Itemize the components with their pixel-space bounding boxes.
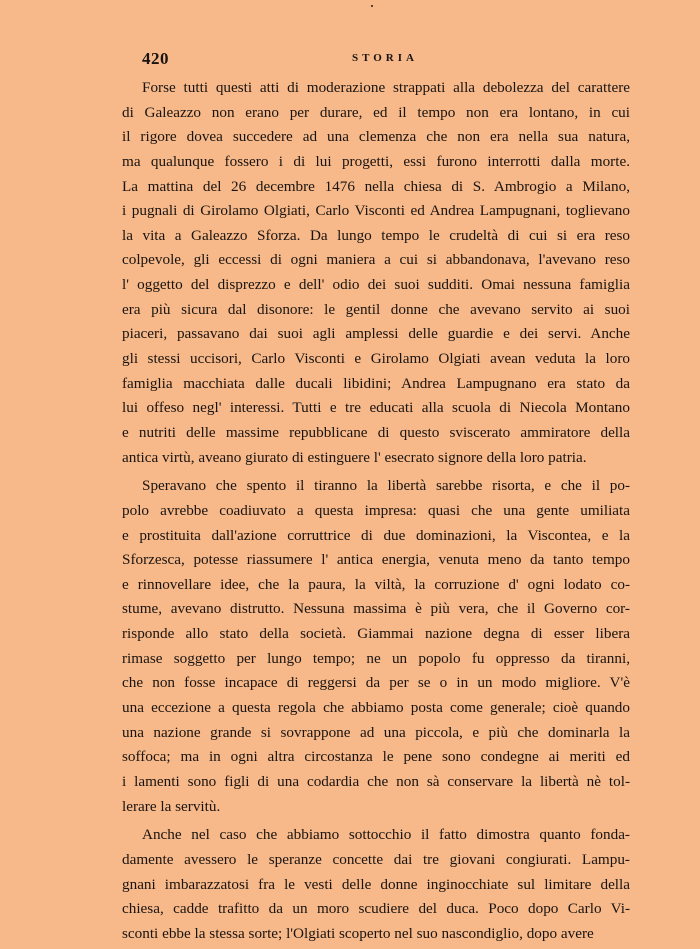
- text-line: soffoca; ma in ogni altra circostanza le pene sono condegne ai meriti ed: [122, 748, 630, 766]
- text-line: una nazione grande si sovrappone ad una piccola, e più che dominarla la: [122, 723, 630, 741]
- text-line: lui offeso negl' interessi. Tutti e tre educati alla scuola di Niecola Montano: [122, 399, 630, 417]
- text-line: ma qualunque fossero i di lui progetti, essi furono interrotti dalla morte.: [122, 152, 630, 170]
- text-line: i pugnali di Girolamo Olgiati, Carlo Visconti ed Andrea Lampugnani, toglievano: [122, 202, 630, 220]
- text-line: polo avrebbe coadiuvato a questa impresa: quasi che una gente umiliata: [122, 501, 630, 519]
- text-line: La mattina del 26 decembre 1476 nella chiesa di S. Ambrogio a Milano,: [122, 177, 630, 195]
- text-line: Forse tutti questi atti di moderazione strappati alla debolezza del carattere: [142, 79, 630, 96]
- running-title: STORIA: [352, 52, 418, 64]
- text-line: la vita a Galeazzo Sforza. Da lungo tempo le crudeltà di cui si era reso: [122, 226, 630, 244]
- text-line: risponde allo stato della società. Giammai nazione degna di esser libera: [122, 625, 630, 643]
- ink-speck: [371, 5, 373, 7]
- text-line: che non fosse incapace di reggersi da per se o in un modo migliore. V'è: [122, 674, 630, 692]
- text-line: lerare la servitù.: [122, 797, 221, 815]
- page-number: 420: [142, 49, 169, 68]
- text-line: e nutriti delle massime repubblicane di questo sviscerato ammiratore della: [122, 423, 630, 441]
- text-line: antica virtù, aveano giurato di estinguere l' esecrato signore della loro patria.: [122, 448, 587, 466]
- text-line: famiglia macchiata dalle ducali libidini; Andrea Lampugnano era stato da: [122, 374, 630, 392]
- text-line: Anche nel caso che abbiamo sottocchio il fatto dimostra quanto fonda-: [142, 826, 630, 844]
- text-line: l' oggetto del disprezzo e dell' odio dei suoi sudditi. Omai nessuna famiglia: [122, 276, 630, 294]
- text-line: gnani imbarazzatosi fra le vesti delle donne inginocchiate sul limitare della: [122, 875, 630, 893]
- text-line: di Galeazzo non erano per durare, ed il tempo non era lontano, in cui: [122, 103, 630, 121]
- text-line: damente avessero le speranze concette dai tre giovani congiurati. Lampu-: [122, 850, 630, 868]
- text-line: era più sicura dal disonore: le gentil donne che avevano servito ai suoi: [122, 300, 630, 318]
- text-line: una eccezione a questa regola che abbiamo posta come generale; cioè quando: [122, 699, 630, 717]
- page-header: [142, 49, 628, 71]
- paragraph: [122, 474, 630, 819]
- text-line: il rigore dovea succedere ad una clemenza che non era nella sua natura,: [122, 128, 630, 146]
- paragraph: [122, 76, 630, 470]
- text-line: gli stessi uccisori, Carlo Visconti e Girolamo Olgiati avean veduta la loro: [122, 350, 630, 368]
- text-line: piaceri, passavano dai suoi agli amplessi delle guardie e dei servi. Anche: [122, 325, 630, 343]
- body-text: [122, 76, 630, 946]
- text-line: chiesa, cadde trafitto da un moro scudiere del duca. Poco dopo Carlo Vi-: [122, 900, 630, 918]
- text-line: colpevole, gli eccessi di ogni maniera a cui si abbandonava, l'avevano reso: [122, 251, 630, 269]
- text-line: e rinnovellare idee, che la paura, la viltà, la corruzione d' ogni lodato co-: [122, 575, 630, 593]
- text-line: e prostituita dall'azione corruttrice di due dominazioni, la Viscontea, e la: [122, 526, 630, 544]
- text-line: Sforzesca, potesse riassumere l' antica energia, venuta meno da tanto tempo: [122, 551, 630, 569]
- text-line: stume, avevano distrutto. Nessuna massima è più vera, che il Governo cor-: [122, 600, 630, 618]
- text-line: rimase soggetto per lungo tempo; ne un popolo fu oppresso da tiranni,: [122, 649, 630, 667]
- paragraph: [122, 823, 630, 946]
- text-line: i lamenti sono figli di una codardia che non sà conservare la libertà nè tol-: [122, 772, 630, 790]
- text-line: Speravano che spento il tiranno la libertà sarebbe risorta, e che il po-: [142, 477, 630, 495]
- text-line: sconti ebbe la stessa sorte; l'Olgiati scoperto nel suo nascondiglio, dopo avere: [122, 924, 594, 942]
